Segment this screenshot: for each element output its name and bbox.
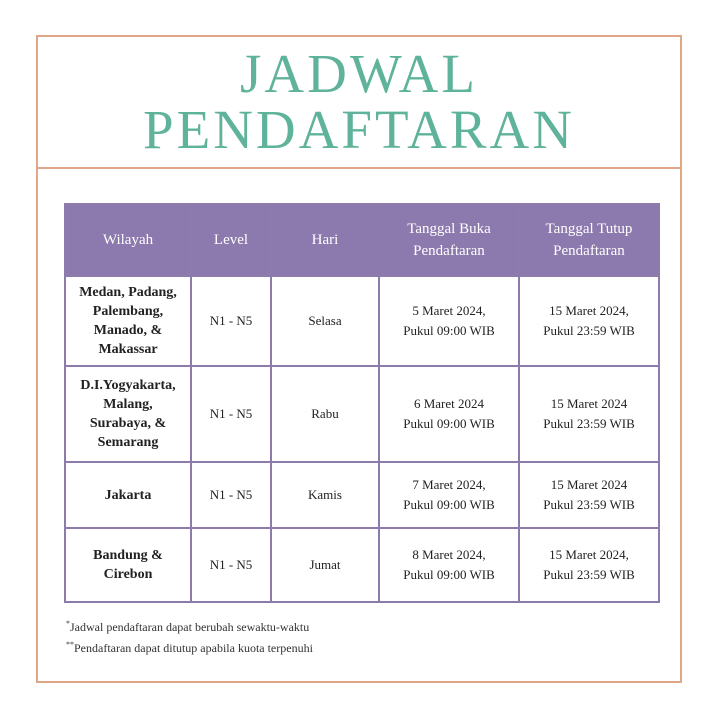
tanggal-line: 7 Maret 2024, [412, 477, 486, 492]
tanggal-line: Pukul 09:00 WIB [403, 416, 495, 431]
tanggal-line: Pukul 23:59 WIB [543, 416, 635, 431]
table-row [65, 462, 659, 528]
footnote [66, 615, 313, 636]
cell-tanggal-tutup [519, 528, 659, 602]
cell-tanggal-tutup [519, 366, 659, 462]
cell-level: N1 - N5 [191, 366, 271, 462]
footnote-mark: ** [66, 640, 74, 649]
header-tanggal-tutup-line: Tanggal Tutup [545, 221, 633, 237]
cell-tanggal-buka [379, 528, 519, 602]
header-tanggal-buka-line: Tanggal Buka [407, 221, 491, 237]
tanggal-line: 15 Maret 2024 [550, 396, 628, 411]
cell-level: N1 - N5 [191, 528, 271, 602]
tanggal-line: Pukul 09:00 WIB [403, 323, 495, 338]
schedule-table [64, 203, 660, 603]
table-row [65, 276, 659, 366]
wilayah-line: Manado, & [93, 323, 163, 338]
cell-hari: Jumat [271, 528, 379, 602]
wilayah-line: Cirebon [103, 567, 153, 582]
cell-hari: Kamis [271, 462, 379, 528]
tanggal-line: 15 Maret 2024 [550, 477, 628, 492]
wilayah-line: Surabaya, & [89, 416, 167, 431]
tanggal-line: 15 Maret 2024, [549, 547, 629, 562]
wilayah-line: Semarang [97, 435, 159, 450]
footnote-mark: * [66, 619, 70, 628]
footnote [66, 636, 313, 657]
table-row [65, 528, 659, 602]
cell-wilayah [65, 276, 191, 366]
title-area [38, 37, 680, 169]
cell-hari: Rabu [271, 366, 379, 462]
wilayah-line: Malang, [103, 397, 153, 412]
header-hari: Hari [271, 204, 379, 276]
header-tanggal-tutup [519, 204, 659, 276]
title-line-2: PENDAFTARAN [143, 99, 575, 160]
tanggal-line: Pukul 09:00 WIB [403, 497, 495, 512]
tanggal-line: Pukul 09:00 WIB [403, 567, 495, 582]
cell-tanggal-buka [379, 366, 519, 462]
tanggal-line: Pukul 23:59 WIB [543, 567, 635, 582]
cell-tanggal-buka [379, 276, 519, 366]
tanggal-line: Pukul 23:59 WIB [543, 497, 635, 512]
cell-wilayah [65, 528, 191, 602]
tanggal-line: 8 Maret 2024, [412, 547, 486, 562]
wilayah-line: Makassar [98, 342, 158, 357]
cell-wilayah [65, 462, 191, 528]
header-tanggal-buka-line: Pendaftaran [413, 243, 485, 259]
wilayah-line: D.I.Yogyakarta, [80, 378, 176, 393]
cell-tanggal-tutup [519, 276, 659, 366]
cell-wilayah [65, 366, 191, 462]
wilayah-line: Palembang, [92, 304, 164, 319]
header-tanggal-buka [379, 204, 519, 276]
poster-frame [36, 35, 682, 683]
wilayah-line: Medan, Padang, [79, 285, 177, 300]
tanggal-line: 6 Maret 2024 [413, 396, 485, 411]
footnote-text: Jadwal pendaftaran dapat berubah sewaktu-waktu [70, 620, 310, 634]
header-level: Level [191, 204, 271, 276]
cell-level: N1 - N5 [191, 462, 271, 528]
title-line-1: JADWAL [240, 43, 478, 104]
wilayah-line: Bandung & [93, 548, 163, 563]
tanggal-line: 15 Maret 2024, [549, 303, 629, 318]
table-header-row [65, 204, 659, 276]
table-row [65, 366, 659, 462]
header-tanggal-tutup-line: Pendaftaran [553, 243, 625, 259]
cell-level: N1 - N5 [191, 276, 271, 366]
header-wilayah: Wilayah [65, 204, 191, 276]
footnotes [66, 615, 313, 657]
cell-tanggal-buka [379, 462, 519, 528]
wilayah-line: Jakarta [104, 487, 152, 503]
tanggal-line: 5 Maret 2024, [412, 303, 486, 318]
tanggal-line: Pukul 23:59 WIB [543, 323, 635, 338]
footnote-text: Pendaftaran dapat ditutup apabila kuota terpenuhi [74, 641, 313, 655]
cell-hari: Selasa [271, 276, 379, 366]
cell-tanggal-tutup [519, 462, 659, 528]
